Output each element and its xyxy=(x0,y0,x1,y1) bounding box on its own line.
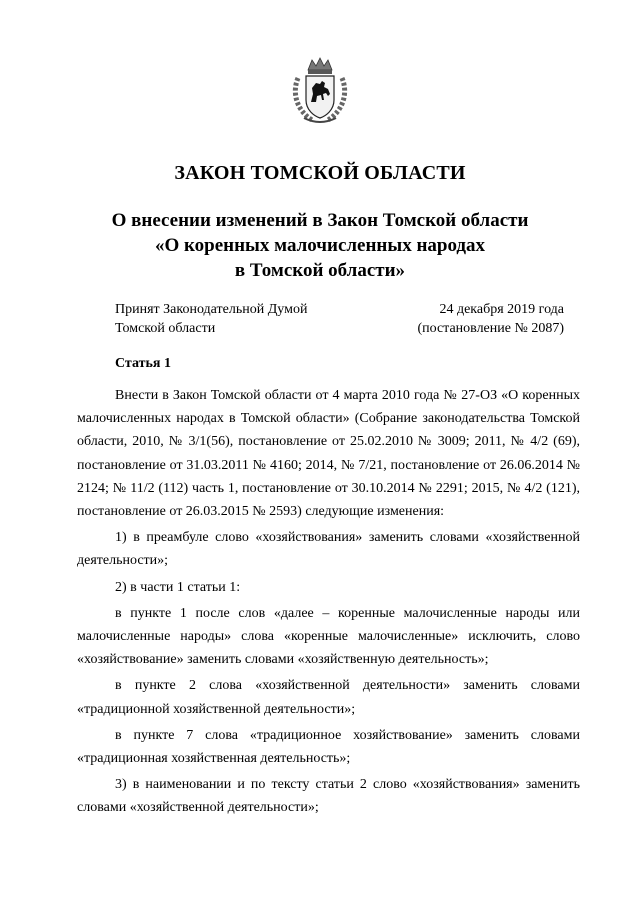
paragraph: 2) в части 1 статьи 1: xyxy=(115,579,241,595)
paragraph: в пункте 7 слова «традиционное хозяйствование» заменить словами «традиционная хозяйственная деятельность»; xyxy=(77,727,580,767)
article-heading: Статья 1 xyxy=(115,356,171,371)
subtitle-line: О внесении изменений в Закон Томской области xyxy=(111,210,529,231)
adopted-line: Томской области xyxy=(115,321,216,336)
tomsk-coat-of-arms-icon xyxy=(290,56,350,126)
adoption-date xyxy=(417,300,564,338)
subtitle-line: «О коренных малочисленных народах xyxy=(154,235,486,256)
subtitle-line: в Томской области» xyxy=(234,260,406,281)
paragraph: 1) в преамбуле слово «хозяйствования» заменить словами «хозяйственной деятельности»; xyxy=(77,530,580,569)
paragraph: в пункте 1 после слов «далее – коренные малочисленные народы или малочисленные народы» слова «коренные малочисленные» исключить, слово «хозяйствование» заменить словами «хозяйственную деятельность»; xyxy=(77,605,580,668)
paragraph: Внести в Закон Томской области от 4 марта 2010 года № 27-ОЗ «О коренных малочисленных народах в Томской области» (Собрание законодательства Томской области, 2010, № 3/1(56), постановление от 25.02.2010 № 3009; 2011, № 4/2 (69), постановление от 31.03.2011 № 4160; 2014, № 7/21, постановление от 26.06.2014 № 2124; № 11/2 (112) часть 1, постановление от 30.10.2014 № 2291; 2015, № 4/2 (121), постановление от 26.03.2015 № 2593) следующие изменения: xyxy=(77,388,580,520)
paragraph: 3) в наименовании и по тексту статьи 2 слово «хозяйствования» заменить словами «хозяйственной деятельности»; xyxy=(77,777,580,816)
adopted-line: Принят Законодательной Думой xyxy=(115,302,308,317)
resolution-number: (постановление № 2087) xyxy=(417,321,564,336)
adoption-body xyxy=(115,300,307,338)
article-body xyxy=(77,384,580,820)
paragraph: в пункте 2 слова «хозяйственной деятельности» заменить словами «традиционной хозяйственной деятельности»; xyxy=(77,678,580,717)
law-title: ЗАКОН ТОМСКОЙ ОБЛАСТИ xyxy=(174,162,466,184)
law-subtitle xyxy=(60,208,580,283)
date-text: 24 декабря 2019 года xyxy=(439,302,564,317)
